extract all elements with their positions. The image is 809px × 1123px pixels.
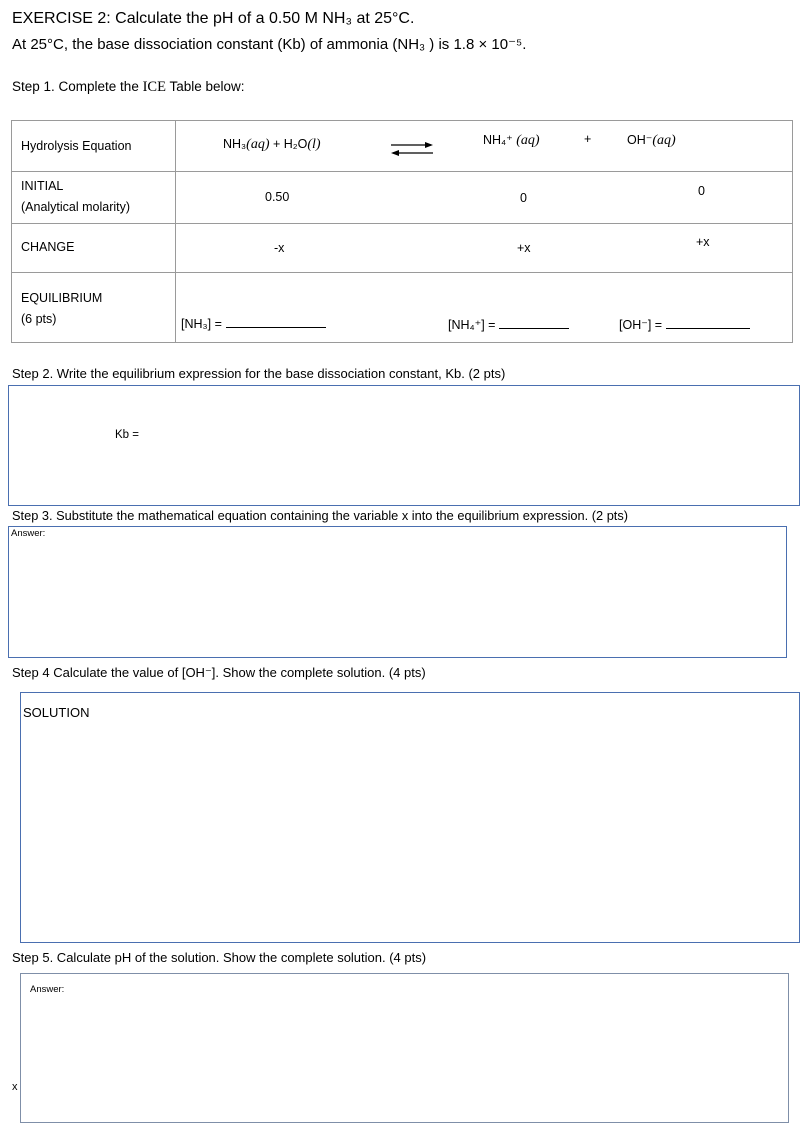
row-divider	[12, 171, 792, 172]
step2-instruction: Step 2. Write the equilibrium expression for the base dissociation constant, Kb. (2 pts)	[12, 366, 506, 381]
corner-mark: x	[12, 1081, 18, 1093]
step4-instruction: Step 4 Calculate the value of [OH⁻]. Show the complete solution. (4 pts)	[12, 665, 426, 680]
row-label-initial-sub: (Analytical molarity)	[21, 200, 131, 214]
initial-nh3: 0.50	[265, 190, 290, 204]
equilibrium-nh4-label: [NH₄⁺] =	[448, 318, 496, 332]
reactant-h2o-state: (l)	[307, 137, 321, 152]
change-oh: +x	[696, 235, 710, 249]
row-label-initial: INITIAL	[21, 179, 64, 193]
step3-answer-box[interactable]	[8, 526, 787, 658]
solution-label: SOLUTION	[23, 705, 90, 720]
row-divider	[12, 272, 792, 273]
equation-reactants	[223, 137, 321, 153]
plus-sign-products: +	[584, 132, 592, 146]
reactant-nh3: NH₃	[223, 137, 247, 151]
step3-answer-label: Answer:	[11, 528, 46, 539]
equilibrium-oh-label: [OH⁻] =	[619, 318, 663, 332]
step1-instruction	[12, 79, 245, 96]
step5-answer-label: Answer:	[30, 984, 65, 995]
change-nh3: -x	[274, 241, 285, 255]
exercise-subtitle: At 25°C, the base dissociation constant (Kb) of ammonia (NH₃ ) is 1.8 × 10⁻⁵.	[12, 36, 527, 53]
step2-answer-box[interactable]	[8, 385, 800, 506]
equilibrium-nh3-blank[interactable]	[226, 317, 326, 328]
exercise-title: EXERCISE 2: Calculate the pH of a 0.50 M NH₃ at 25°C.	[12, 10, 415, 27]
equilibrium-oh	[619, 317, 750, 332]
product-oh-formula: OH⁻	[627, 133, 653, 147]
equilibrium-nh4-blank[interactable]	[499, 318, 569, 329]
product-oh	[627, 132, 676, 149]
ice-table	[11, 120, 793, 343]
row-label-equilibrium-sub: (6 pts)	[21, 312, 57, 326]
step5-answer-box[interactable]	[20, 973, 789, 1123]
row-divider	[12, 223, 792, 224]
step1-prefix: Step 1. Complete the	[12, 79, 143, 94]
step1-ice: ICE	[142, 79, 166, 95]
equilibrium-nh3	[181, 317, 326, 331]
step1-suffix: Table below:	[165, 79, 245, 94]
step5-instruction: Step 5. Calculate pH of the solution. Show the complete solution. (4 pts)	[12, 950, 427, 965]
equilibrium-arrows-icon	[389, 139, 435, 159]
row-label-equation: Hydrolysis Equation	[21, 139, 132, 153]
initial-oh: 0	[698, 184, 705, 198]
change-nh4: +x	[517, 241, 531, 255]
column-divider	[175, 121, 176, 342]
reactant-h2o: H₂O	[283, 137, 308, 151]
step4-solution-box[interactable]	[20, 692, 800, 943]
product-oh-state: (aq)	[652, 133, 676, 148]
product-nh4	[483, 132, 540, 149]
kb-label: Kb =	[115, 429, 139, 441]
reactant-nh3-state: (aq)	[246, 137, 270, 152]
step3-instruction: Step 3. Substitute the mathematical equation containing the variable x into the equilibrium expression. (2 pts)	[12, 508, 629, 523]
row-label-equilibrium: EQUILIBRIUM	[21, 291, 103, 305]
plus-sign: +	[269, 137, 284, 151]
equilibrium-nh4	[448, 317, 569, 332]
product-nh4-formula: NH₄⁺	[483, 133, 517, 147]
equilibrium-nh3-label: [NH₃] =	[181, 317, 222, 331]
row-label-change: CHANGE	[21, 240, 75, 254]
product-nh4-state: (aq)	[516, 133, 540, 148]
equilibrium-oh-blank[interactable]	[666, 318, 750, 329]
initial-nh4: 0	[520, 191, 527, 205]
